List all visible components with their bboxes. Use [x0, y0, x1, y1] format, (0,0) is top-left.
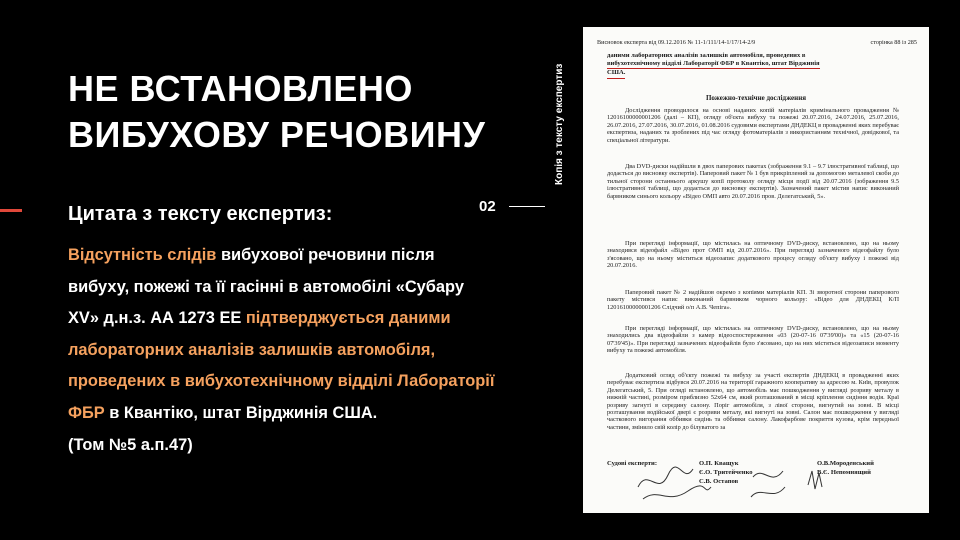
slide-number: 02	[479, 198, 496, 215]
handwritten-signatures	[633, 457, 893, 507]
signature-name: О.В.Мороденський	[817, 460, 874, 467]
quote-highlight: ФБР	[68, 403, 105, 422]
quote-text: в Квантіко, штат Вірджинія США.	[104, 403, 378, 422]
quote-text: XV» д.н.з. АА 1273 ЕЕ	[68, 309, 246, 328]
quote-line	[68, 398, 568, 430]
quote-highlight: підтверджується даними	[245, 309, 451, 328]
title-line-2: ВИБУХОВУ РЕЧОВИНУ	[68, 114, 486, 155]
document-header-right: сторінка 88 із 285	[870, 39, 917, 46]
quote-line	[68, 335, 568, 367]
slide-title	[68, 66, 508, 158]
document-top-line-underlined: вибухотехнічному відділі Лабораторії ФБР в Квантіко, штат Вірджинія	[607, 60, 820, 69]
accent-marker	[0, 209, 22, 212]
quote-text: вибуху, пожежі та її гасінні в автомобілі «Субару	[68, 277, 464, 296]
document-top-lines	[607, 52, 897, 79]
quote-line	[68, 366, 568, 398]
document-paragraph: При перегляді інформації, що містилась на оптичному DVD-диску, встановлено, що на ньому знаходився відеофайл «Відео прот ОМП від 20.07.2016». При перегляді зазначеного відеофайлу було з'ясовано, що на ньому міститься відеозапис додаткового процесу огляду об'єкту вибуху і пожежі від 20.07.2016.	[607, 240, 899, 270]
document-paragraph: Дослідження проводилося на основі наданих копій матеріалів кримінального провадження № 12016100000001206 (далі – КП), огляду об'єкта вибуху та пожежі 20.07.2016, 24.07.2016, 25.07.2016, 26.07.2016, 27.07.2016, 30.07.2016, 01.08.2016 судовими експертами ДНДЕКЦ в провадженні яких перебуває експертиза, наданих та зроблених під час огляду фотоматеріалів з використанням технічної, довідкової, та спеціальної літератури.	[607, 107, 899, 144]
quote-line	[68, 240, 568, 272]
quote-body	[68, 240, 568, 461]
quote-line	[68, 303, 568, 335]
quote-line	[68, 430, 568, 462]
document-paragraph: Паперовий пакет № 2 надійшов окремо з копіями матеріалів КП. Зі зворотної сторони паперового пакету містився напис виконаний барвником чорного кольору: «Відео для ДНДЕКЦ К/П 12016100000001206 Слідчий о/п А.В. Чепіга».	[607, 289, 899, 311]
document-paragraph: Два DVD-диски надійшли в двох паперових пакетах (зображення 9.1 – 9.7 ілюстративної таблиці, що додається до висновку експертів). Паперовий пакет № 1 був прикріплений за допомогою металевої скоби до тильної сторони останнього аркушу копії протоколу огляду місця події від 20.07.2016 (зображення 9.5 ілюстративної таблиці, що додається до висновку експертів). Зазначений пакет містив напис виконаний барвником синього кольору «Відео ОМП авто 20.07.2016 пров. Делегатський, 5».	[607, 163, 899, 200]
quote-line	[68, 272, 568, 304]
signatures-label: Судові експерти:	[607, 460, 658, 467]
document-top-line-underlined: США.	[607, 69, 625, 78]
quote-highlight: Відсутність слідів	[68, 246, 217, 264]
signature-name: В.Є. Непомнящий	[817, 469, 871, 476]
quote-heading: Цитата з тексту експертиз:	[68, 203, 333, 225]
signature-name: Є.О. Тритейченко	[699, 469, 753, 476]
quote-reference: (Том №5 а.п.47)	[68, 435, 193, 454]
document-paragraph: Додатковий огляд об'єкту пожежі та вибуху за участі експертів ДНДЕКЦ в провадженні яких перебуває експертиза відбувся 20.07.2016 на території гаражного кооперативу за адресою м. Київ, провулок Делегатський, 5. При огляді встановлено, що автомобіль має пошкодження у вигляді розриву металу в нижній частині, розміром приблизно 52х64 см, який розташований в місці кріплення сидіння водія. Краї розриву загнуті в середину салону. Поріг автомобіля, з лівої сторони, вигнутий на зовні. В місці розташування водійської двері є розриви металу, які вигнуті на зовні. Салон має пошкодження у вигляді часткового вигорання оббивки сидінь та оббивки салону. Лакофарбове покриття кузова, крім передньої частини, змінило свій колір до білуватого за	[607, 372, 899, 431]
quote-highlight: лабораторних аналізів залишків автомобіля,	[68, 340, 435, 359]
title-line-1: НЕ ВСТАНОВЛЕНО	[68, 68, 413, 109]
document-header-left: Висновок експерта від 09.12.2016 № 11-1/111/14-1/17/14-2/9	[597, 39, 756, 46]
document-section-title: Пожежно-технічне дослідження	[705, 94, 807, 102]
quote-text: вибухової речовини після	[216, 246, 435, 264]
signature-name: С.В. Остапов	[699, 478, 739, 485]
signature-name: О.П. Кващук	[699, 460, 739, 467]
document-header	[597, 39, 917, 46]
quote-highlight: проведених в вибухотехнічному відділі Лабораторії	[68, 372, 495, 391]
vertical-caption: Копія з тексту експертиз	[554, 63, 565, 185]
document-scan	[583, 27, 929, 513]
document-paragraph: При перегляді інформації, що містилась на оптичному DVD-диску, встановлено, що на ньому знаходились два відеофайли з камер відеоспостереження «03 (20-07-16 07'39'00)» та «15 (20-07-16 07'39'45)». При перегляді зазначених відеофайлів було з'ясовано, що на них містяться відеозаписи моменту вибуху та пожежі автомобіля.	[607, 325, 899, 355]
document-top-line: даними лабораторних аналізів залишків автомобіля, проведених в	[607, 52, 806, 59]
slide-number-divider	[509, 206, 545, 207]
